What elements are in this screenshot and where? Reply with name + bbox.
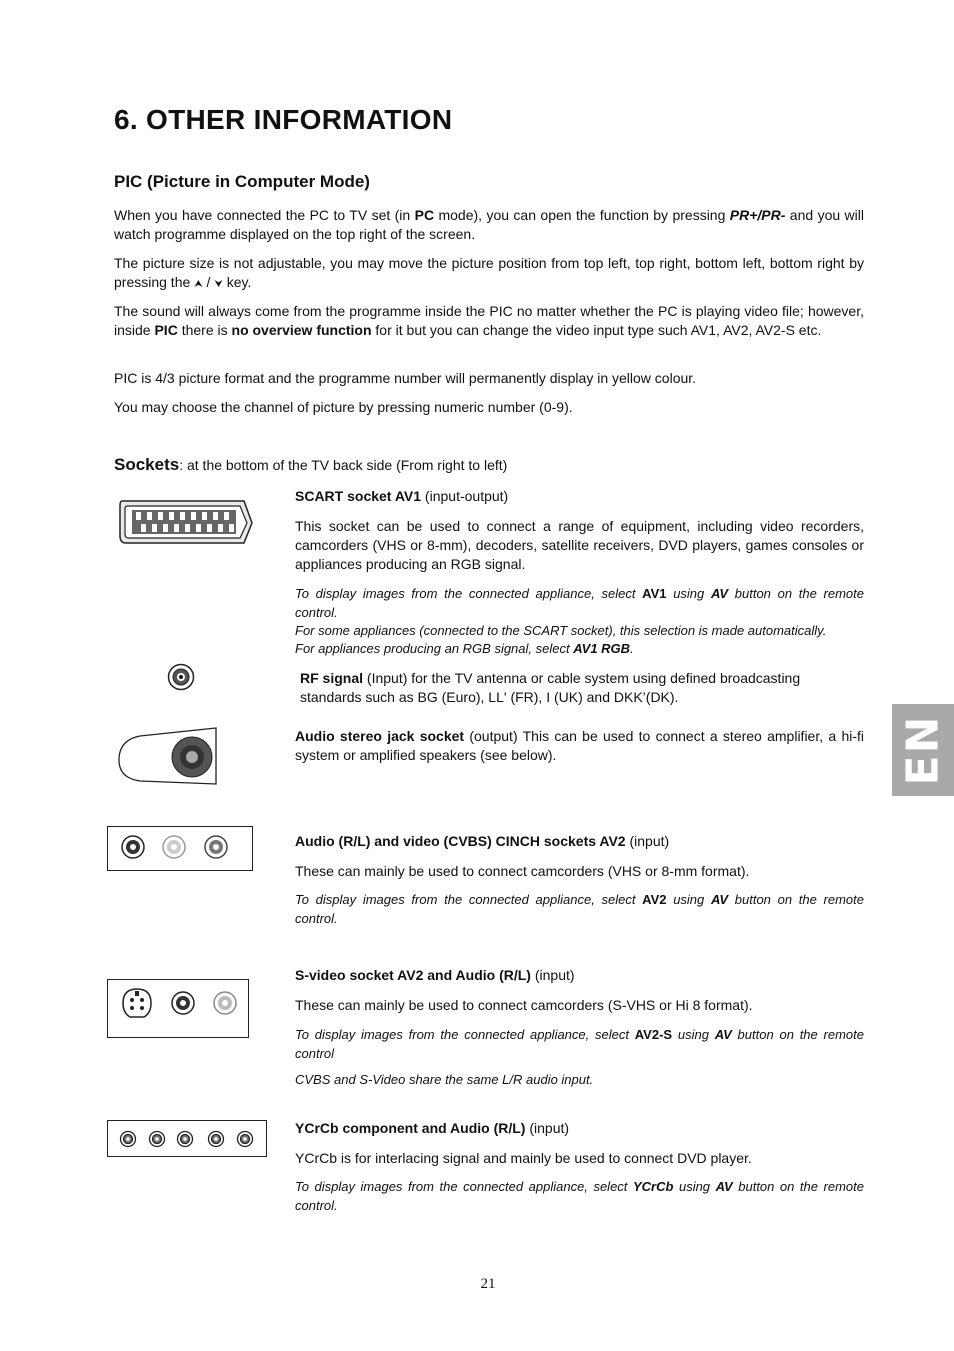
ycrcb-description: YCrCb is for interlacing signal and mainly be used to connect DVD player. (295, 1150, 752, 1166)
ycrcb-title: YCrCb component and Audio (R/L) (input) (295, 1120, 570, 1136)
scart-note-3: For appliances producing an RGB signal, select AV1 RGB. (295, 641, 634, 656)
page-number: 21 (480, 1276, 496, 1292)
svideo-title: S-video socket AV2 and Audio (R/L) (input) (295, 967, 575, 983)
jack-description: Audio stereo jack socket (output) This can be used to connect a stereo amplifier, a hi-fi system or amplified speakers (see below). (295, 728, 864, 763)
language-tab: EN (892, 704, 954, 796)
pic-paragraph-1: When you have connected the PC to TV set (in PC mode), you can open the function by pressing PR+/PR- and you will watch programme displayed on the top right of the screen. (114, 207, 864, 242)
svideo-note: To display images from the connected appliance, select AV2-S using AV button on the remote control (295, 1027, 864, 1061)
av2-description: These can mainly be used to connect camcorders (VHS or 8-mm format). (295, 863, 750, 879)
scart-title: SCART socket AV1 (input-output) (295, 488, 509, 504)
svideo-note-2: CVBS and S-Video share the same L/R audio input. (295, 1072, 594, 1087)
av2-note: To display images from the connected appliance, select AV2 using AV button on the remote control. (295, 892, 864, 926)
sockets-heading: Sockets: at the bottom of the TV back side (From right to left) (114, 455, 508, 474)
svideo-description: These can mainly be used to connect camcorders (S-VHS or Hi 8 format). (295, 997, 753, 1013)
page-title: 6. OTHER INFORMATION (114, 104, 453, 135)
scart-description: This socket can be used to connect a range of equipment, including video recorders, camcorders (VHS or 8-mm), decoders, satellite receivers, DVD players, games consoles or appliances producing an RGB signal. (295, 518, 864, 572)
pic-paragraph-5: You may choose the channel of picture by pressing numeric number (0-9). (114, 399, 573, 415)
pic-paragraph-3: The sound will always come from the programme inside the PIC no matter whether the PC is playing video file; however, inside PIC there is no overview function for it but you can change the video input type such AV1, AV2, AV2-S etc. (114, 303, 864, 338)
arrow-up-icon: ⮝ (194, 279, 203, 290)
ycrcb-note: To display images from the connected appliance, select YCrCb using AV button on the remote control. (295, 1179, 864, 1213)
scart-socket-icon (118, 498, 254, 546)
arrow-down-icon: ⮟ (214, 279, 223, 290)
pic-section-title: PIC (Picture in Computer Mode) (114, 172, 370, 191)
scart-note-1: To display images from the connected appliance, select AV1 using AV button on the remote control. (295, 586, 864, 620)
pic-paragraph-4: PIC is 4/3 picture format and the programme number will permanently display in yellow colour. (114, 370, 697, 386)
rf-socket-icon (167, 663, 195, 691)
av2-cinch-sockets-icon (107, 826, 253, 871)
rf-description: RF signal (Input) for the TV antenna or cable system using defined broadcasting standards such as BG (Euro), LL' (FR), I (UK) and DKK’(DK). (300, 670, 801, 705)
pic-paragraph-2: The picture size is not adjustable, you may move the picture position from top left, top right, bottom left, bottom right by pressing the ⮝ / ⮟ key. (114, 255, 864, 290)
audio-jack-icon (118, 726, 220, 788)
av2-title: Audio (R/L) and video (CVBS) CINCH sockets AV2 (input) (295, 833, 670, 849)
scart-note-2: For some appliances (connected to the SCART socket), this selection is made automatically. (295, 623, 827, 638)
s-video-sockets-icon (107, 979, 249, 1038)
ycrcb-sockets-icon (107, 1120, 267, 1157)
